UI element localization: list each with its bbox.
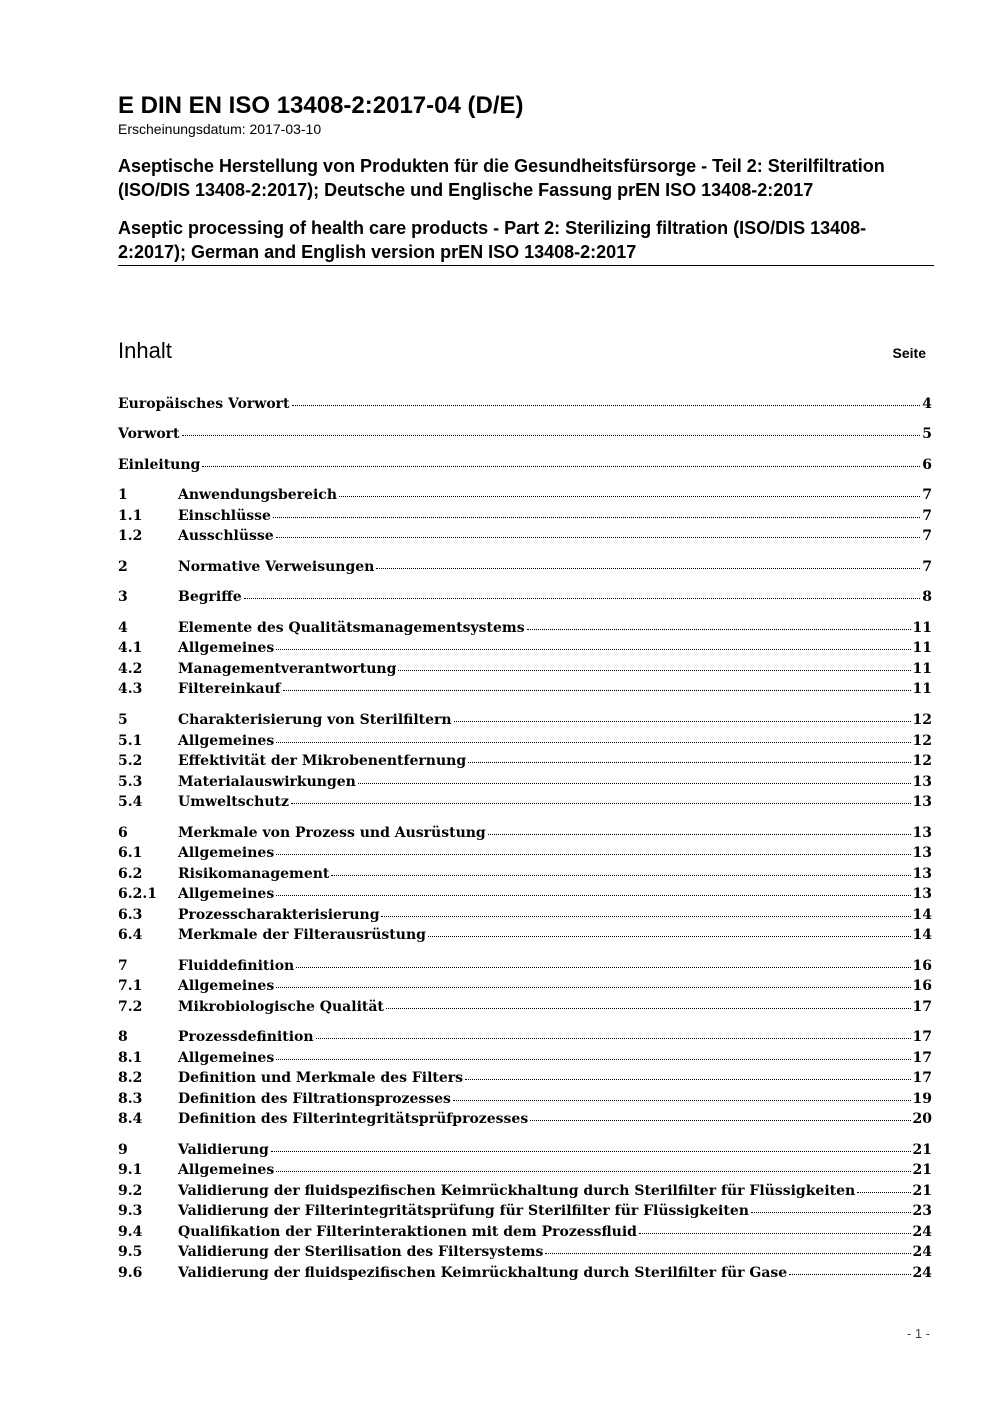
toc-entry-title: Allgemeines	[178, 978, 275, 994]
toc-entry-title: Charakterisierung von Sterilfiltern	[178, 712, 452, 728]
toc-page-column-label: Seite	[892, 345, 926, 361]
toc-entry-number: 6	[118, 825, 128, 841]
toc-entry-title: Ausschlüsse	[178, 528, 274, 544]
toc-dot-leader	[527, 617, 911, 630]
title-english: Aseptic processing of health care products - Part 2: Sterilizing filtration (ISO/DIS 13408-2:2017); German and English version prEN ISO 13408-2:2017	[118, 216, 934, 266]
toc-entry-number: 6.1	[118, 845, 143, 861]
toc-dot-leader	[276, 975, 910, 988]
toc-dot-leader	[283, 678, 911, 691]
toc-dot-leader	[376, 556, 920, 569]
toc-entry-number: 6.2	[118, 866, 143, 882]
toc-entry-number: 3	[118, 589, 128, 605]
toc-dot-leader	[639, 1221, 911, 1234]
toc-entry-number: 1.1	[118, 508, 143, 524]
toc-entry-number: 7	[118, 958, 128, 974]
toc-dot-leader	[386, 996, 911, 1009]
toc-entry-title: Allgemeines	[178, 845, 275, 861]
toc-entry-page: 23	[912, 1203, 932, 1219]
toc-entry-title: Umweltschutz	[178, 794, 289, 810]
toc-entry-page: 6	[922, 457, 932, 473]
toc-entry-number: 8.2	[118, 1070, 143, 1086]
toc-entry[interactable]	[118, 823, 932, 843]
toc-entry-number: 4.1	[118, 640, 143, 656]
toc-dot-leader	[296, 955, 910, 968]
toc-entry-number: 6.2.1	[118, 886, 157, 902]
toc-entry-title: Allgemeines	[178, 640, 275, 656]
toc-entry[interactable]	[118, 864, 932, 884]
toc-entry-page: 13	[912, 866, 932, 882]
toc-entry-number: 1.2	[118, 528, 143, 544]
toc-entry[interactable]	[118, 1109, 932, 1129]
toc-entry-number: 4	[118, 620, 128, 636]
toc-entry-page: 5	[922, 426, 932, 442]
toc-entry-title: Allgemeines	[178, 1050, 275, 1066]
toc-entry-number: 7.2	[118, 999, 143, 1015]
toc-entry[interactable]	[118, 1222, 932, 1242]
toc-dot-leader	[339, 484, 920, 497]
toc-entry[interactable]	[118, 1181, 932, 1201]
toc-dot-leader	[454, 709, 911, 722]
toc-entry-number: 7.1	[118, 978, 143, 994]
toc-entry-number: 2	[118, 559, 128, 575]
toc-dot-leader	[398, 658, 910, 671]
toc-entry[interactable]	[118, 659, 932, 679]
toc-entry-number: 8	[118, 1029, 128, 1045]
toc-entry-page: 24	[912, 1224, 932, 1240]
toc-entry-number: 4.2	[118, 661, 143, 677]
toc-entry-title: Definition und Merkmale des Filters	[178, 1070, 464, 1086]
toc-heading: Inhalt	[118, 338, 172, 363]
toc-dot-leader	[789, 1262, 910, 1275]
toc-entry[interactable]	[118, 997, 932, 1017]
toc-entry-page: 13	[912, 794, 932, 810]
toc-dot-leader	[182, 423, 921, 436]
toc-entry-number: 9.4	[118, 1224, 143, 1240]
toc-entry-page: 17	[912, 1050, 932, 1066]
toc-entry[interactable]	[118, 1160, 932, 1180]
toc-entry-page: 13	[912, 886, 932, 902]
toc-entry-number: 6.4	[118, 927, 143, 943]
toc-dot-leader	[276, 525, 921, 538]
toc-entry-page: 17	[912, 1029, 932, 1045]
toc-entry[interactable]	[118, 557, 932, 577]
toc-entry-number: 5.3	[118, 774, 143, 790]
toc-entry-title: Allgemeines	[178, 886, 275, 902]
toc-entry-page: 12	[912, 712, 932, 728]
toc-entry-title: Begriffe	[178, 589, 242, 605]
toc-entry[interactable]	[118, 1242, 932, 1262]
toc-entry-number: 8.3	[118, 1091, 143, 1107]
toc-entry-title: Validierung der fluidspezifischen Keimrückhaltung durch Sterilfilter für Gase	[178, 1265, 788, 1281]
toc-dot-leader	[273, 505, 920, 518]
toc-entry-number: 6.3	[118, 907, 143, 923]
toc-entry[interactable]	[118, 1068, 932, 1088]
toc-dot-leader	[488, 822, 911, 835]
toc-entry-title: Elemente des Qualitätsmanagementsystems	[178, 620, 525, 636]
toc-entry-page: 16	[912, 978, 932, 994]
toc-entry-title: Fluiddefinition	[178, 958, 295, 974]
toc-entry-title: Europäisches Vorwort	[118, 396, 290, 412]
toc-dot-leader	[271, 1139, 911, 1152]
toc-entry-number: 4.3	[118, 681, 143, 697]
toc-entry-number: 5	[118, 712, 128, 728]
toc-entry-title: Materialauswirkungen	[178, 774, 356, 790]
toc-entry-number: 9	[118, 1142, 128, 1158]
toc-entry-page: 11	[912, 620, 932, 636]
toc-dot-leader	[468, 750, 910, 763]
toc-dot-leader	[428, 924, 911, 937]
toc-entry-page: 7	[922, 559, 932, 575]
issue-date: Erscheinungsdatum: 2017-03-10	[118, 121, 322, 137]
toc-entry-number: 8.1	[118, 1050, 143, 1066]
toc-dot-leader	[276, 883, 910, 896]
toc-entry[interactable]	[118, 905, 932, 925]
toc-dot-leader	[276, 1159, 910, 1172]
toc-entry[interactable]	[118, 394, 932, 414]
toc-entry[interactable]	[118, 792, 932, 812]
toc-dot-leader	[276, 1047, 910, 1060]
toc-entry-page: 17	[912, 999, 932, 1015]
toc-entry-title: Merkmale der Filterausrüstung	[178, 927, 426, 943]
toc-entry-page: 21	[912, 1183, 932, 1199]
toc-entry-title: Validierung der Filterintegritätsprüfung für Sterilfilter für Flüssigkeiten	[178, 1203, 749, 1219]
toc-dot-leader	[291, 791, 911, 804]
toc-entry-title: Managementverantwortung	[178, 661, 397, 677]
toc-entry-number: 9.5	[118, 1244, 143, 1260]
toc-dot-leader	[381, 904, 910, 917]
toc-entry-page: 13	[912, 845, 932, 861]
toc-entry-title: Einschlüsse	[178, 508, 271, 524]
toc-entry-page: 14	[912, 927, 932, 943]
toc-entry[interactable]	[118, 1048, 932, 1068]
toc-dot-leader	[316, 1026, 911, 1039]
toc-entry-title: Validierung	[178, 1142, 269, 1158]
toc-entry-page: 21	[912, 1162, 932, 1178]
toc-entry[interactable]	[118, 956, 932, 976]
toc-entry[interactable]	[118, 506, 932, 526]
toc-entry-number: 5.2	[118, 753, 143, 769]
toc-entry-page: 24	[912, 1265, 932, 1281]
toc-heading-row	[118, 338, 926, 366]
document-number: E DIN EN ISO 13408-2:2017-04 (D/E)	[118, 92, 524, 119]
toc-dot-leader	[465, 1067, 910, 1080]
toc-entry-number: 1	[118, 487, 128, 503]
toc-entry-number: 5.1	[118, 733, 143, 749]
toc-entry-page: 13	[912, 825, 932, 841]
toc-entry[interactable]	[118, 843, 932, 863]
toc-entry[interactable]	[118, 731, 932, 751]
toc-entry-page: 4	[922, 396, 932, 412]
toc-entry[interactable]	[118, 751, 932, 771]
toc-entry-page: 20	[912, 1111, 932, 1127]
toc-entry[interactable]	[118, 638, 932, 658]
toc-entry-number: 9.2	[118, 1183, 143, 1199]
toc-entry-number: 9.3	[118, 1203, 143, 1219]
toc-entry[interactable]	[118, 587, 932, 607]
toc-entry-page: 7	[922, 528, 932, 544]
toc-entry-title: Prozesscharakterisierung	[178, 907, 380, 923]
toc-entry-page: 21	[912, 1142, 932, 1158]
toc-entry-page: 17	[912, 1070, 932, 1086]
toc-entry-page: 11	[912, 661, 932, 677]
toc-entry[interactable]	[118, 710, 932, 730]
toc-entry-page: 12	[912, 753, 932, 769]
toc-entry-page: 8	[922, 589, 932, 605]
toc-dot-leader	[202, 454, 920, 467]
title-german: Aseptische Herstellung von Produkten für die Gesundheitsfürsorge - Teil 2: Sterilfiltration (ISO/DIS 13408-2:2017); Deutsche und Englische Fassung prEN ISO 13408-2:2017	[118, 156, 885, 200]
toc-entry[interactable]	[118, 1201, 932, 1221]
toc-entry[interactable]	[118, 1263, 932, 1283]
toc-dot-leader	[276, 730, 910, 743]
toc-entry-title: Normative Verweisungen	[178, 559, 375, 575]
toc-entry-title: Definition des Filterintegritätsprüfprozesses	[178, 1111, 529, 1127]
toc-dot-leader	[530, 1108, 910, 1121]
toc-entry[interactable]	[118, 455, 932, 475]
toc-entry-title: Merkmale von Prozess und Ausrüstung	[178, 825, 486, 841]
toc-entry[interactable]	[118, 618, 932, 638]
toc-entry[interactable]	[118, 679, 932, 699]
toc-entry[interactable]	[118, 424, 932, 444]
toc-entry-number: 9.1	[118, 1162, 143, 1178]
toc-entry[interactable]	[118, 1140, 932, 1160]
toc-entry-number: 8.4	[118, 1111, 143, 1127]
toc-entry[interactable]	[118, 1027, 932, 1047]
toc-entry-title: Validierung der fluidspezifischen Keimrückhaltung durch Sterilfilter für Flüssigkeiten	[178, 1183, 856, 1199]
toc-dot-leader	[276, 637, 910, 650]
toc-entry-page: 19	[912, 1091, 932, 1107]
toc-entry-title: Prozessdefinition	[178, 1029, 314, 1045]
toc-entry-page: 11	[912, 681, 932, 697]
toc-entry-title: Allgemeines	[178, 1162, 275, 1178]
toc-entry[interactable]	[118, 526, 932, 546]
toc-dot-leader	[292, 393, 921, 406]
toc-entry-title: Vorwort	[118, 426, 180, 442]
toc-entry-page: 24	[912, 1244, 932, 1260]
toc-entry-page: 16	[912, 958, 932, 974]
toc-entry[interactable]	[118, 884, 932, 904]
toc-entry-title: Qualifikation der Filterinteraktionen mit dem Prozessfluid	[178, 1224, 637, 1240]
toc-entry-title: Anwendungsbereich	[178, 487, 337, 503]
toc-entry[interactable]	[118, 976, 932, 996]
toc-entry-title: Mikrobiologische Qualität	[178, 999, 384, 1015]
toc-dot-leader	[244, 586, 921, 599]
toc-entry-title: Allgemeines	[178, 733, 275, 749]
document-header	[118, 92, 934, 266]
toc-entry-title: Einleitung	[118, 457, 201, 473]
toc-dot-leader	[545, 1241, 910, 1254]
toc-entry-title: Definition des Filtrationsprozesses	[178, 1091, 451, 1107]
toc-dot-leader	[453, 1088, 911, 1101]
page-number: - 1 -	[906, 1326, 930, 1341]
toc-dot-leader	[358, 771, 911, 784]
toc-dot-leader	[276, 842, 910, 855]
toc-dot-leader	[331, 863, 910, 876]
toc-entry-title: Filtereinkauf	[178, 681, 281, 697]
toc-entry[interactable]	[118, 772, 932, 792]
toc-entry-title: Validierung der Sterilisation des Filtersystems	[178, 1244, 544, 1260]
toc-dot-leader	[857, 1180, 910, 1193]
toc-entry-page: 13	[912, 774, 932, 790]
toc-entry-page: 12	[912, 733, 932, 749]
toc-entry-page: 11	[912, 640, 932, 656]
toc-entry[interactable]	[118, 925, 932, 945]
toc-entry-title: Risikomanagement	[178, 866, 330, 882]
toc-entry-title: Effektivität der Mikrobenentfernung	[178, 753, 467, 769]
toc-entry[interactable]	[118, 485, 932, 505]
toc-entry-page: 14	[912, 907, 932, 923]
toc-entry[interactable]	[118, 1089, 932, 1109]
toc-entry-number: 9.6	[118, 1265, 143, 1281]
toc-entry-page: 7	[922, 508, 932, 524]
toc-dot-leader	[751, 1200, 911, 1213]
toc-entry-page: 7	[922, 487, 932, 503]
toc-entry-number: 5.4	[118, 794, 143, 810]
